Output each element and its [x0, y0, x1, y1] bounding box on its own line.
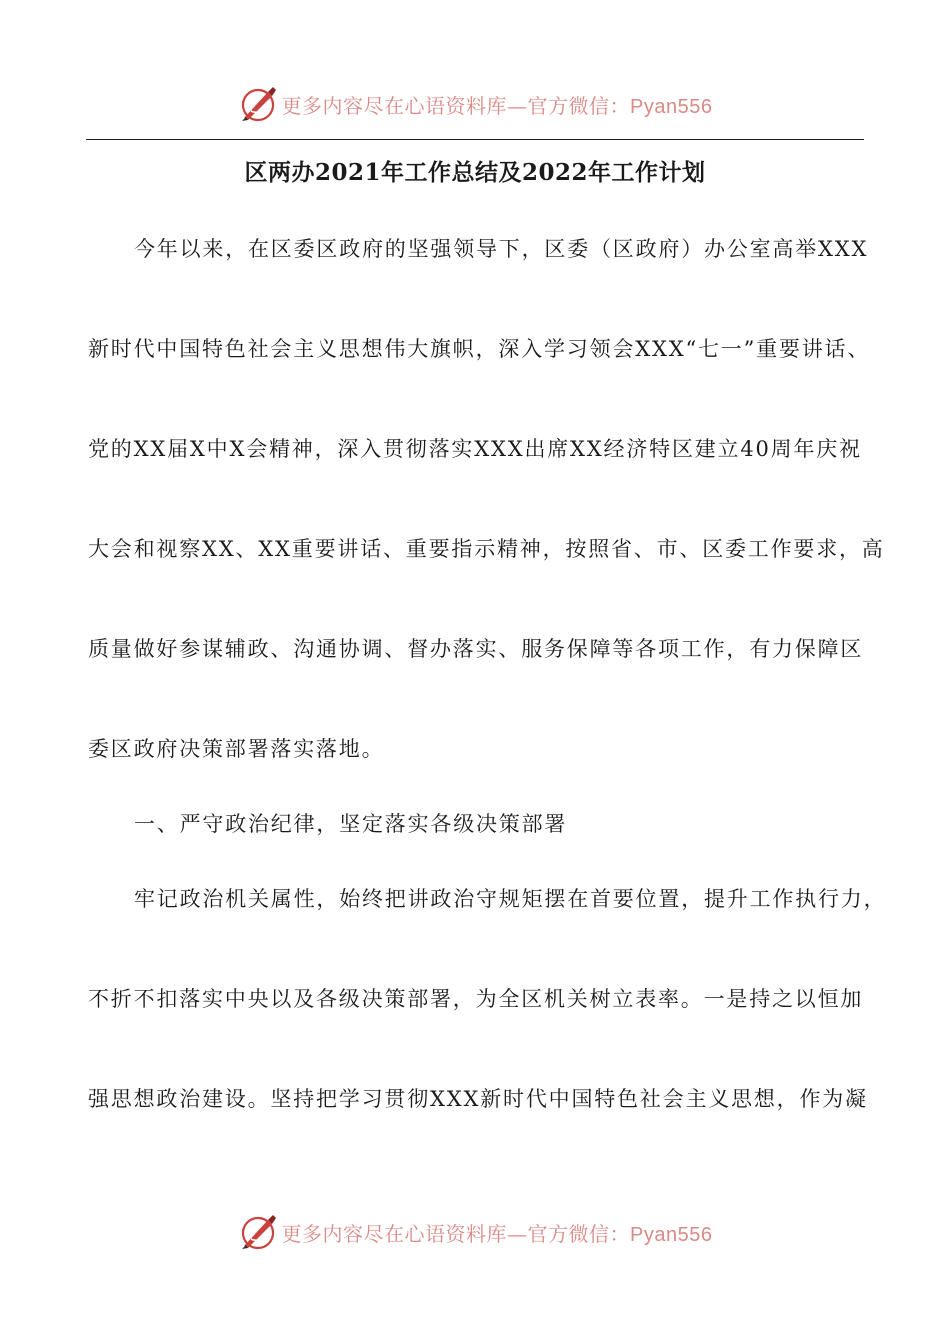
document-title: 区两办2021年工作总结及2022年工作计划 — [244, 159, 706, 186]
paragraph-line: 委区政府决策部署落实落地。 — [88, 737, 385, 761]
pen-logo-icon — [238, 1212, 278, 1252]
watermark-text — [282, 90, 713, 119]
paragraph-line: 质量做好参谋辅政、沟通协调、督办落实、服务保障等各项工作，有力保障区 — [88, 637, 864, 661]
watermark-wechat-id: Pyan556 — [630, 95, 713, 118]
paragraph-line: 不折不扣落实中央以及各级决策部署，为全区机关树立表率。一是持之以恒加 — [88, 987, 864, 1011]
paragraph-line: 大会和视察XX、XX重要讲话、重要指示精神，按照省、市、区委工作要求，高 — [88, 537, 885, 561]
watermark-main-text: 更多内容尽在心语资料库—官方微信： — [281, 93, 631, 118]
watermark-wechat-id: Pyan556 — [630, 1223, 713, 1246]
watermark-header — [0, 82, 950, 126]
paragraph-line: 党的XX届X中X会精神，深入贯彻落实XXX出席XX经济特区建立40周年庆祝 — [88, 437, 862, 461]
section-heading: 一、严守政治纪律，坚定落实各级决策部署 — [134, 812, 568, 836]
paragraph-line: 今年以来，在区委区政府的坚强领导下，区委（区政府）办公室高举XXX — [134, 237, 869, 261]
watermark-main-text: 更多内容尽在心语资料库—官方微信： — [281, 1221, 631, 1246]
paragraph-line: 强思想政治建设。坚持把学习贯彻XXX新时代中国特色社会主义思想，作为凝 — [88, 1087, 868, 1111]
pen-logo-icon — [238, 84, 278, 124]
watermark-footer — [0, 1210, 950, 1254]
watermark-text — [282, 1218, 713, 1247]
header-divider — [86, 139, 864, 140]
paragraph-line: 牢记政治机关属性，始终把讲政治守规矩摆在首要位置，提升工作执行力， — [134, 887, 887, 911]
paragraph-line: 新时代中国特色社会主义思想伟大旗帜，深入学习领会XXX“七一”重要讲话、 — [88, 337, 871, 361]
